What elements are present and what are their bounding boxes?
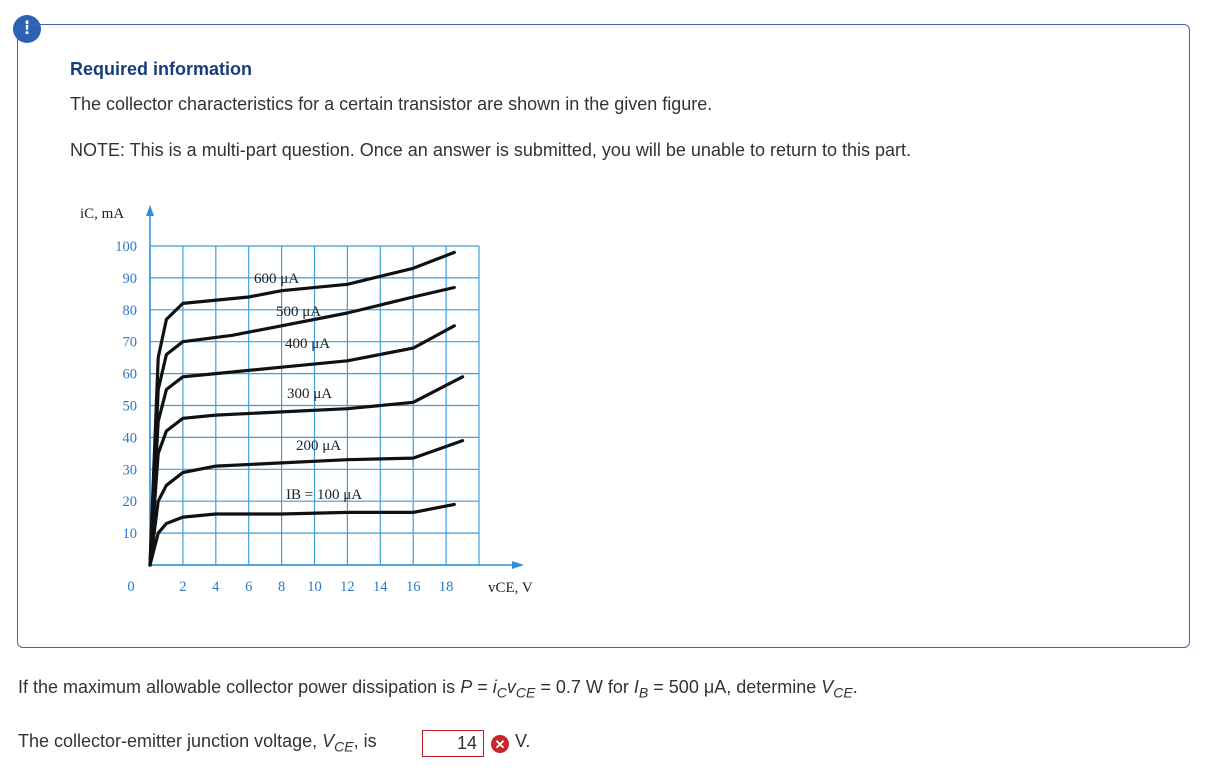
y-tick-label: 20 <box>122 494 137 511</box>
x-tick-label: 4 <box>212 579 220 595</box>
note-text: NOTE: This is a multi-part question. Once an answer is submitted, you will be unable to return to this part. <box>70 140 912 160</box>
characteristic-curve <box>150 504 454 565</box>
x-tick-label: 2 <box>179 579 187 595</box>
y-tick-label: 100 <box>115 239 137 255</box>
x-tick-label: 14 <box>373 579 388 595</box>
info-text: The collector characteristics for a certain transistor are shown in the given figure. <box>70 94 713 114</box>
question-text: If the maximum allowable collector power dissipation is $P = i_Cv_{CE} = 0.7$ W for $I_B = 500$ μA, determine $V_{CE}$. <box>18 677 858 701</box>
x-tick-label: 10 <box>307 579 322 595</box>
x-axis-label: vCE, V <box>488 580 533 596</box>
curve-label: 400 μA <box>285 336 331 352</box>
x-tick-label: 16 <box>405 579 421 595</box>
info-title: Required information <box>70 59 253 79</box>
x-tick-label: 0 <box>127 579 135 595</box>
curve-label: IB = 100 μA <box>286 487 363 503</box>
wrong-x-icon: ✕ <box>491 735 509 753</box>
curve-label: 300 μA <box>287 386 333 402</box>
y-axis-arrow <box>146 205 154 216</box>
y-axis-label: iC, mA <box>80 206 125 222</box>
x-tick-label: 6 <box>245 579 253 595</box>
curve-label: 600 μA <box>254 271 300 287</box>
x-tick-label: 8 <box>277 579 286 595</box>
curve-label: 200 μA <box>296 438 342 454</box>
y-tick-label: 60 <box>122 366 137 383</box>
y-tick-label: 90 <box>122 270 137 287</box>
y-tick-label: 10 <box>122 526 137 543</box>
characteristic-curve <box>150 288 454 566</box>
answer-input[interactable] <box>422 730 484 757</box>
y-tick-label: 40 <box>122 430 137 447</box>
x-tick-label: 12 <box>340 579 355 595</box>
y-tick-label: 50 <box>122 398 137 415</box>
exclamation-icon: ! <box>13 15 41 43</box>
x-axis-arrow <box>512 561 524 569</box>
y-tick-label: 70 <box>122 334 137 351</box>
x-tick-label: 18 <box>438 579 454 595</box>
y-tick-label: 30 <box>122 462 137 479</box>
unit-label: V. <box>515 731 531 751</box>
answer-prompt: The collector-emitter junction voltage, $V_{CE}$, is <box>18 731 377 755</box>
y-tick-label: 80 <box>122 302 137 319</box>
curve-label: 500 μA <box>276 304 322 320</box>
